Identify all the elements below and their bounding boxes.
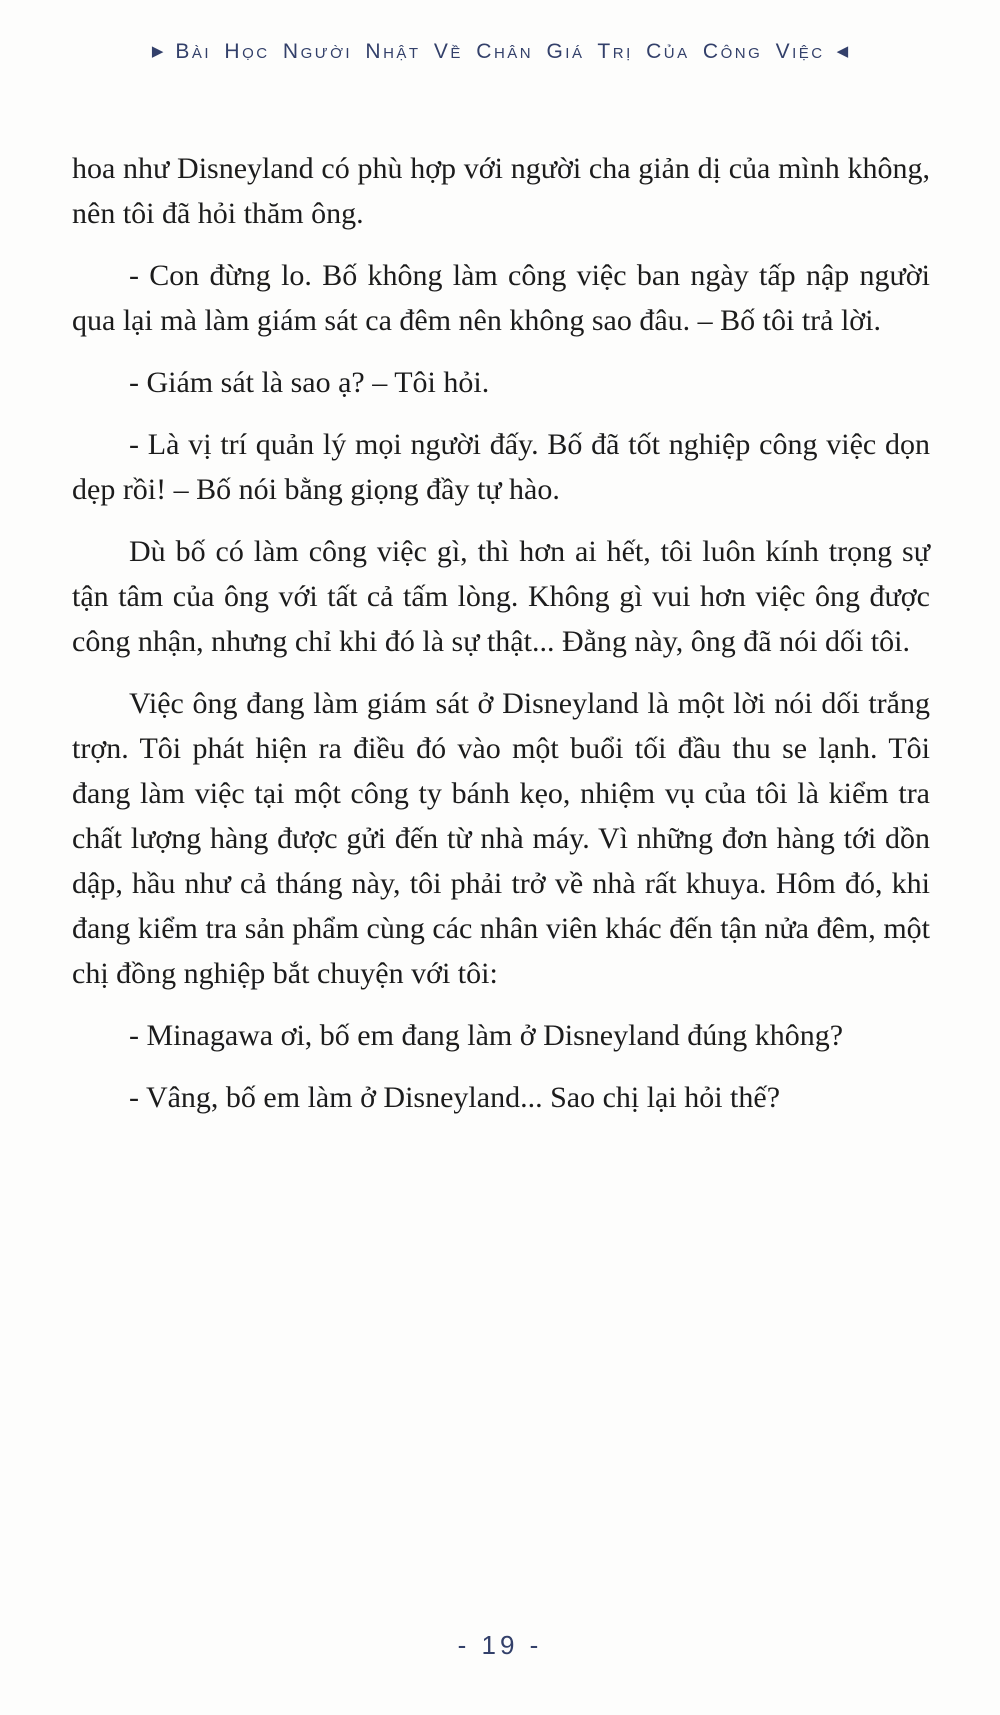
paragraph: - Giám sát là sao ạ? – Tôi hỏi. xyxy=(129,366,490,399)
page-number: - 19 - xyxy=(457,1630,543,1660)
paragraph: - Minagawa ơi, bố em đang làm ở Disneyland đúng không? xyxy=(129,1019,844,1052)
paragraph: - Là vị trí quản lý mọi người đấy. Bố đã tốt nghiệp công việc dọn dẹp rồi! – Bố nói bằng giọng đầy tự hào. xyxy=(72,428,930,506)
paragraph: Dù bố có làm công việc gì, thì hơn ai hết, tôi luôn kính trọng sự tận tâm của ông với tất cả tấm lòng. Không gì vui hơn việc ông được công nhận, nhưng chỉ khi đó là sự thật... Đằng này, ông đã nói dối tôi. xyxy=(72,535,930,658)
running-header xyxy=(0,40,1000,64)
paragraph: hoa như Disneyland có phù hợp với người cha giản dị của mình không, nên tôi đã hỏi thăm ông. xyxy=(72,152,930,230)
page-body xyxy=(72,146,930,1137)
paragraph: Việc ông đang làm giám sát ở Disneyland là một lời nói dối trắng trợn. Tôi phát hiện ra điều đó vào một buổi tối đầu thu se lạnh. Tôi đang làm việc tại một công ty bánh kẹo, nhiệm vụ của tôi là kiểm tra chất lượng hàng được gửi đến từ nhà máy. Vì những đơn hàng tới dồn dập, hầu như cả tháng này, tôi phải trở về nhà rất khuya. Hôm đó, khi đang kiểm tra sản phẩm cùng các nhân viên khác đến tận nửa đêm, một chị đồng nghiệp bắt chuyện với tôi: xyxy=(72,687,930,990)
chapter-title: Bài Học Người Nhật Về Chân Giá Trị Của Công Việc xyxy=(175,40,825,63)
arrowhead-right-icon: ▶ xyxy=(151,43,164,60)
paragraph: - Con đừng lo. Bố không làm công việc ban ngày tấp nập người qua lại mà làm giám sát ca đêm nên không sao đâu. – Bố tôi trả lời. xyxy=(72,259,930,337)
paragraph: - Vâng, bố em làm ở Disneyland... Sao chị lại hỏi thế? xyxy=(129,1081,781,1114)
arrowhead-left-icon: ◀ xyxy=(836,43,849,60)
